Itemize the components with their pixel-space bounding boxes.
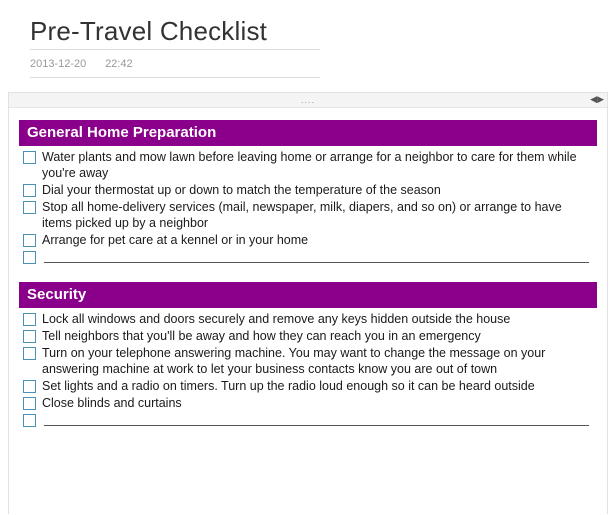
page-title: Pre-Travel Checklist <box>30 16 268 46</box>
list-item[interactable] <box>19 328 597 344</box>
list-item[interactable] <box>19 311 597 327</box>
checkbox-icon[interactable] <box>23 414 36 427</box>
checkbox-icon[interactable] <box>23 234 36 247</box>
title-divider <box>30 49 320 50</box>
checkbox-icon[interactable] <box>23 397 36 410</box>
section-heading: Security <box>19 282 597 308</box>
document-header <box>0 0 614 78</box>
list-item-label: Stop all home-delivery services (mail, newspaper, milk, diapers, and so on) or arrange to have items picked up by a neighbor <box>42 200 562 230</box>
document-meta <box>30 58 614 70</box>
checkbox-icon[interactable] <box>23 330 36 343</box>
checkbox-icon[interactable] <box>23 313 36 326</box>
checkbox-icon[interactable] <box>23 347 36 360</box>
list-item[interactable] <box>19 395 597 411</box>
list-item-blank[interactable] <box>19 412 597 427</box>
checkbox-icon[interactable] <box>23 151 36 164</box>
meta-divider <box>30 77 320 78</box>
list-item-blank[interactable] <box>19 249 597 264</box>
document-time: 22:42 <box>105 58 133 70</box>
list-item-label: Tell neighbors that you'll be away and how they can reach you in an emergency <box>42 329 481 343</box>
checkbox-icon[interactable] <box>23 201 36 214</box>
resize-arrows-icon[interactable]: ◀▶ <box>590 94 604 104</box>
section-general-home-preparation <box>19 120 597 264</box>
list-item-label: Close blinds and curtains <box>42 396 182 410</box>
checkbox-icon[interactable] <box>23 380 36 393</box>
document-date: 2013-12-20 <box>30 58 87 70</box>
panel-drag-bar[interactable] <box>9 93 607 108</box>
section-heading: General Home Preparation <box>19 120 597 146</box>
list-item[interactable] <box>19 149 597 181</box>
list-item[interactable] <box>19 378 597 394</box>
checklist-items <box>19 308 597 427</box>
blank-write-in-line[interactable] <box>44 249 589 263</box>
list-item-label: Water plants and mow lawn before leaving home or arrange for a neighbor to care for them while you're away <box>42 150 577 180</box>
blank-write-in-line[interactable] <box>44 412 589 426</box>
section-security <box>19 282 597 427</box>
checklist-panel <box>8 92 608 514</box>
checklist-items <box>19 146 597 264</box>
list-item-label: Set lights and a radio on timers. Turn up the radio loud enough so it can be heard outside <box>42 379 535 393</box>
list-item[interactable] <box>19 199 597 231</box>
list-item-label: Lock all windows and doors securely and remove any keys hidden outside the house <box>42 312 511 326</box>
list-item[interactable] <box>19 232 597 248</box>
checkbox-icon[interactable] <box>23 184 36 197</box>
list-item-label: Turn on your telephone answering machine. You may want to change the message on your answering machine at work to let your business contacts know you are out of town <box>42 346 546 376</box>
checkbox-icon[interactable] <box>23 251 36 264</box>
drag-handle-icon[interactable]: .... <box>300 95 316 105</box>
list-item-label: Arrange for pet care at a kennel or in your home <box>42 233 309 247</box>
list-item[interactable] <box>19 182 597 198</box>
panel-body <box>9 108 607 515</box>
list-item[interactable] <box>19 345 597 377</box>
list-item-label: Dial your thermostat up or down to match the temperature of the season <box>42 183 441 197</box>
